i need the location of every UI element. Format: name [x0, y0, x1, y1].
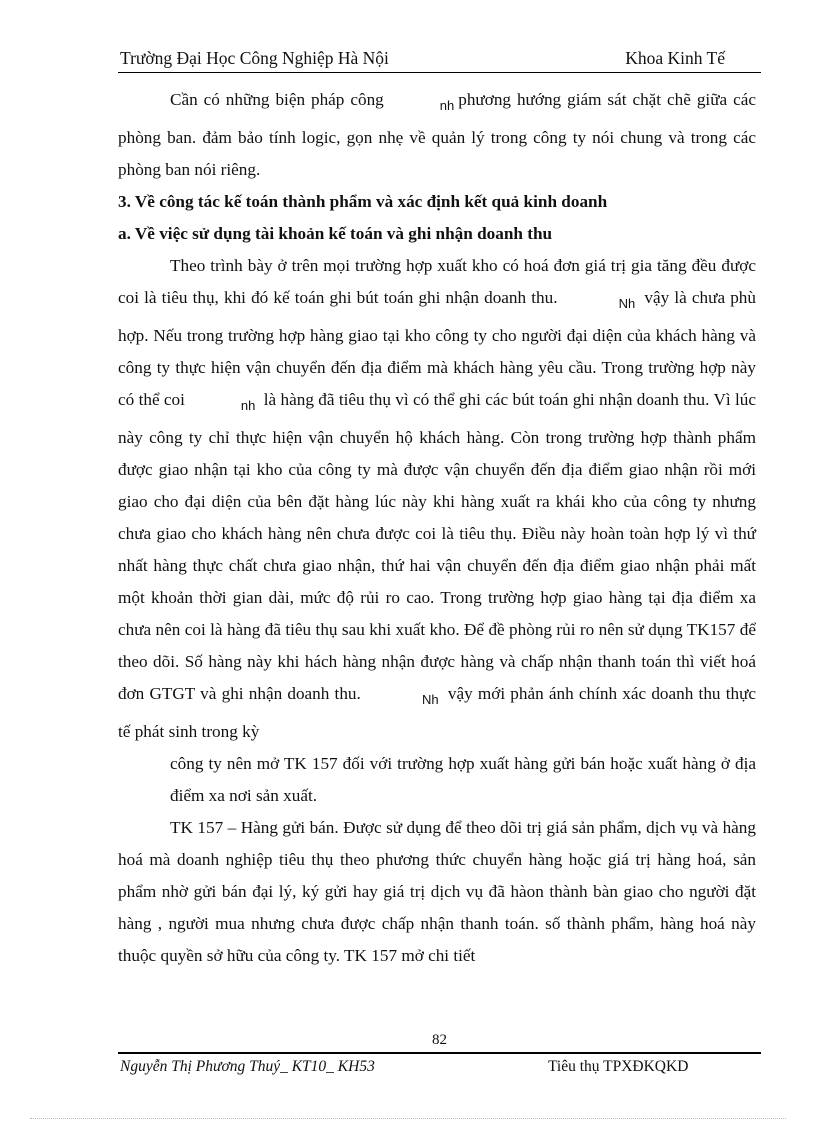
page-footer-rule — [118, 1034, 761, 1054]
page-number: 82 — [432, 1032, 447, 1048]
section-heading-3: 3. Về công tác kế toán thành phẩm và xác định kết quả kinh doanh — [118, 192, 608, 211]
paragraph-1-part-a: Cần có những biện pháp công — [170, 90, 384, 109]
footer-topic: Tiêu thụ TPXĐKQKD — [548, 1058, 689, 1075]
paragraph-2-part-c: là hàng đã tiêu thụ vì có thể ghi các bút toán ghi nhận doanh thu. Vì lúc này công ty chỉ thực hiện vận chuyển hộ khách hàng. Còn trong trường hợp thành phẩm được giao nhận tại kho của công ty mà được vận chuyển đến địa điểm giao nhận rồi mới giao cho đại diện của bên đặt hàng lúc này khi hàng xuất ra khái kho của công ty nhưng chưa giao cho khách hàng nên chưa được coi là tiêu thụ. Điều này hoàn toàn hợp lý vì thứ nhất hàng thực chất chưa giao nhận, thứ hai vận chuyển đến địa điểm giao nhận phải mất một khoản thời gian dài, mức độ rủi ro cao. Trong trường hợp giao hàng tại địa điểm xa chưa nên coi là hàng đã tiêu thụ sau khi xuất kho. Để đề phòng rủi ro nên sử dụng TK157 để theo dõi. Số hàng này khi hách hàng nhận được hàng và chấp nhận thanh toán thì viết hoá đơn GTGT và ghi nhận doanh thu. — [118, 390, 757, 703]
nh-fragment: nh — [240, 398, 256, 413]
paragraph-4: TK 157 – Hàng gửi bán. Được sử dụng để theo dõi trị giá sản phẩm, dịch vụ và hàng hoá mà doanh nghiệp tiêu thụ theo phương thức chuyển hàng hoặc giá trị hàng hoá, sản phẩm nhờ gửi bán đại lý, ký gửi hay giá trị dịch vụ đã hàon thành bàn giao cho người đặt hàng , người mua nhưng chưa được chấp nhận thanh toán. số thành phẩm, hàng hoá này thuộc quyền sở hữu của công ty. TK 157 mở chi tiết — [118, 818, 756, 965]
paragraph-3: công ty nên mở TK 157 đối với trường hợp xuất hàng gửi bán hoặc xuất hàng ở địa điểm xa nơi sản xuất. — [170, 754, 756, 805]
document-body — [118, 84, 756, 972]
paragraph-2-part-d: vậy mới phản ánh chính xác doanh thu thực tế phát sinh trong kỳ — [118, 684, 757, 741]
footer-author: Nguyễn Thị Phương Thuý_ KT10_ KH53 — [120, 1058, 375, 1075]
paragraph-2-part-a: Theo trình bày ở trên mọi trường hợp xuất kho có hoá đơn giá trị gia tăng đều được coi là tiêu thụ, khi đó kế toán ghi bút toán ghi nhận doanh thu. — [118, 256, 756, 307]
page-header — [118, 48, 761, 73]
header-university: Trường Đại Học Công Nghiệp Hà Nội — [120, 48, 389, 68]
paragraph-2-part-b: vậy là chưa phù hợp. Nếu trong trường hợp hàng giao tại kho công ty cho người đại diện của khách hàng và công ty thực hiện vận chuyển đến địa điểm mà khách hàng yêu cầu. Trong trường hợp này có thể coi — [118, 288, 756, 409]
page-bottom-dotted-line — [30, 1118, 786, 1119]
nh-fragment: Nh — [618, 296, 636, 311]
paragraph-1 — [118, 84, 756, 186]
nh-fragment: nh — [439, 98, 455, 113]
paragraph-2 — [118, 250, 756, 748]
header-faculty: Khoa Kinh Tế — [625, 48, 725, 68]
paragraph-1-part-b: phương hướng giám sát chặt chẽ giữa các phòng ban. đảm bảo tính logic, gọn nhẹ về quản lý trong công ty nói chung và trong các phòng ban nói riêng. — [118, 90, 756, 179]
subsection-heading-a: a. Về việc sử dụng tài khoản kế toán và ghi nhận doanh thu — [118, 224, 553, 243]
nh-fragment: Nh — [422, 692, 439, 707]
